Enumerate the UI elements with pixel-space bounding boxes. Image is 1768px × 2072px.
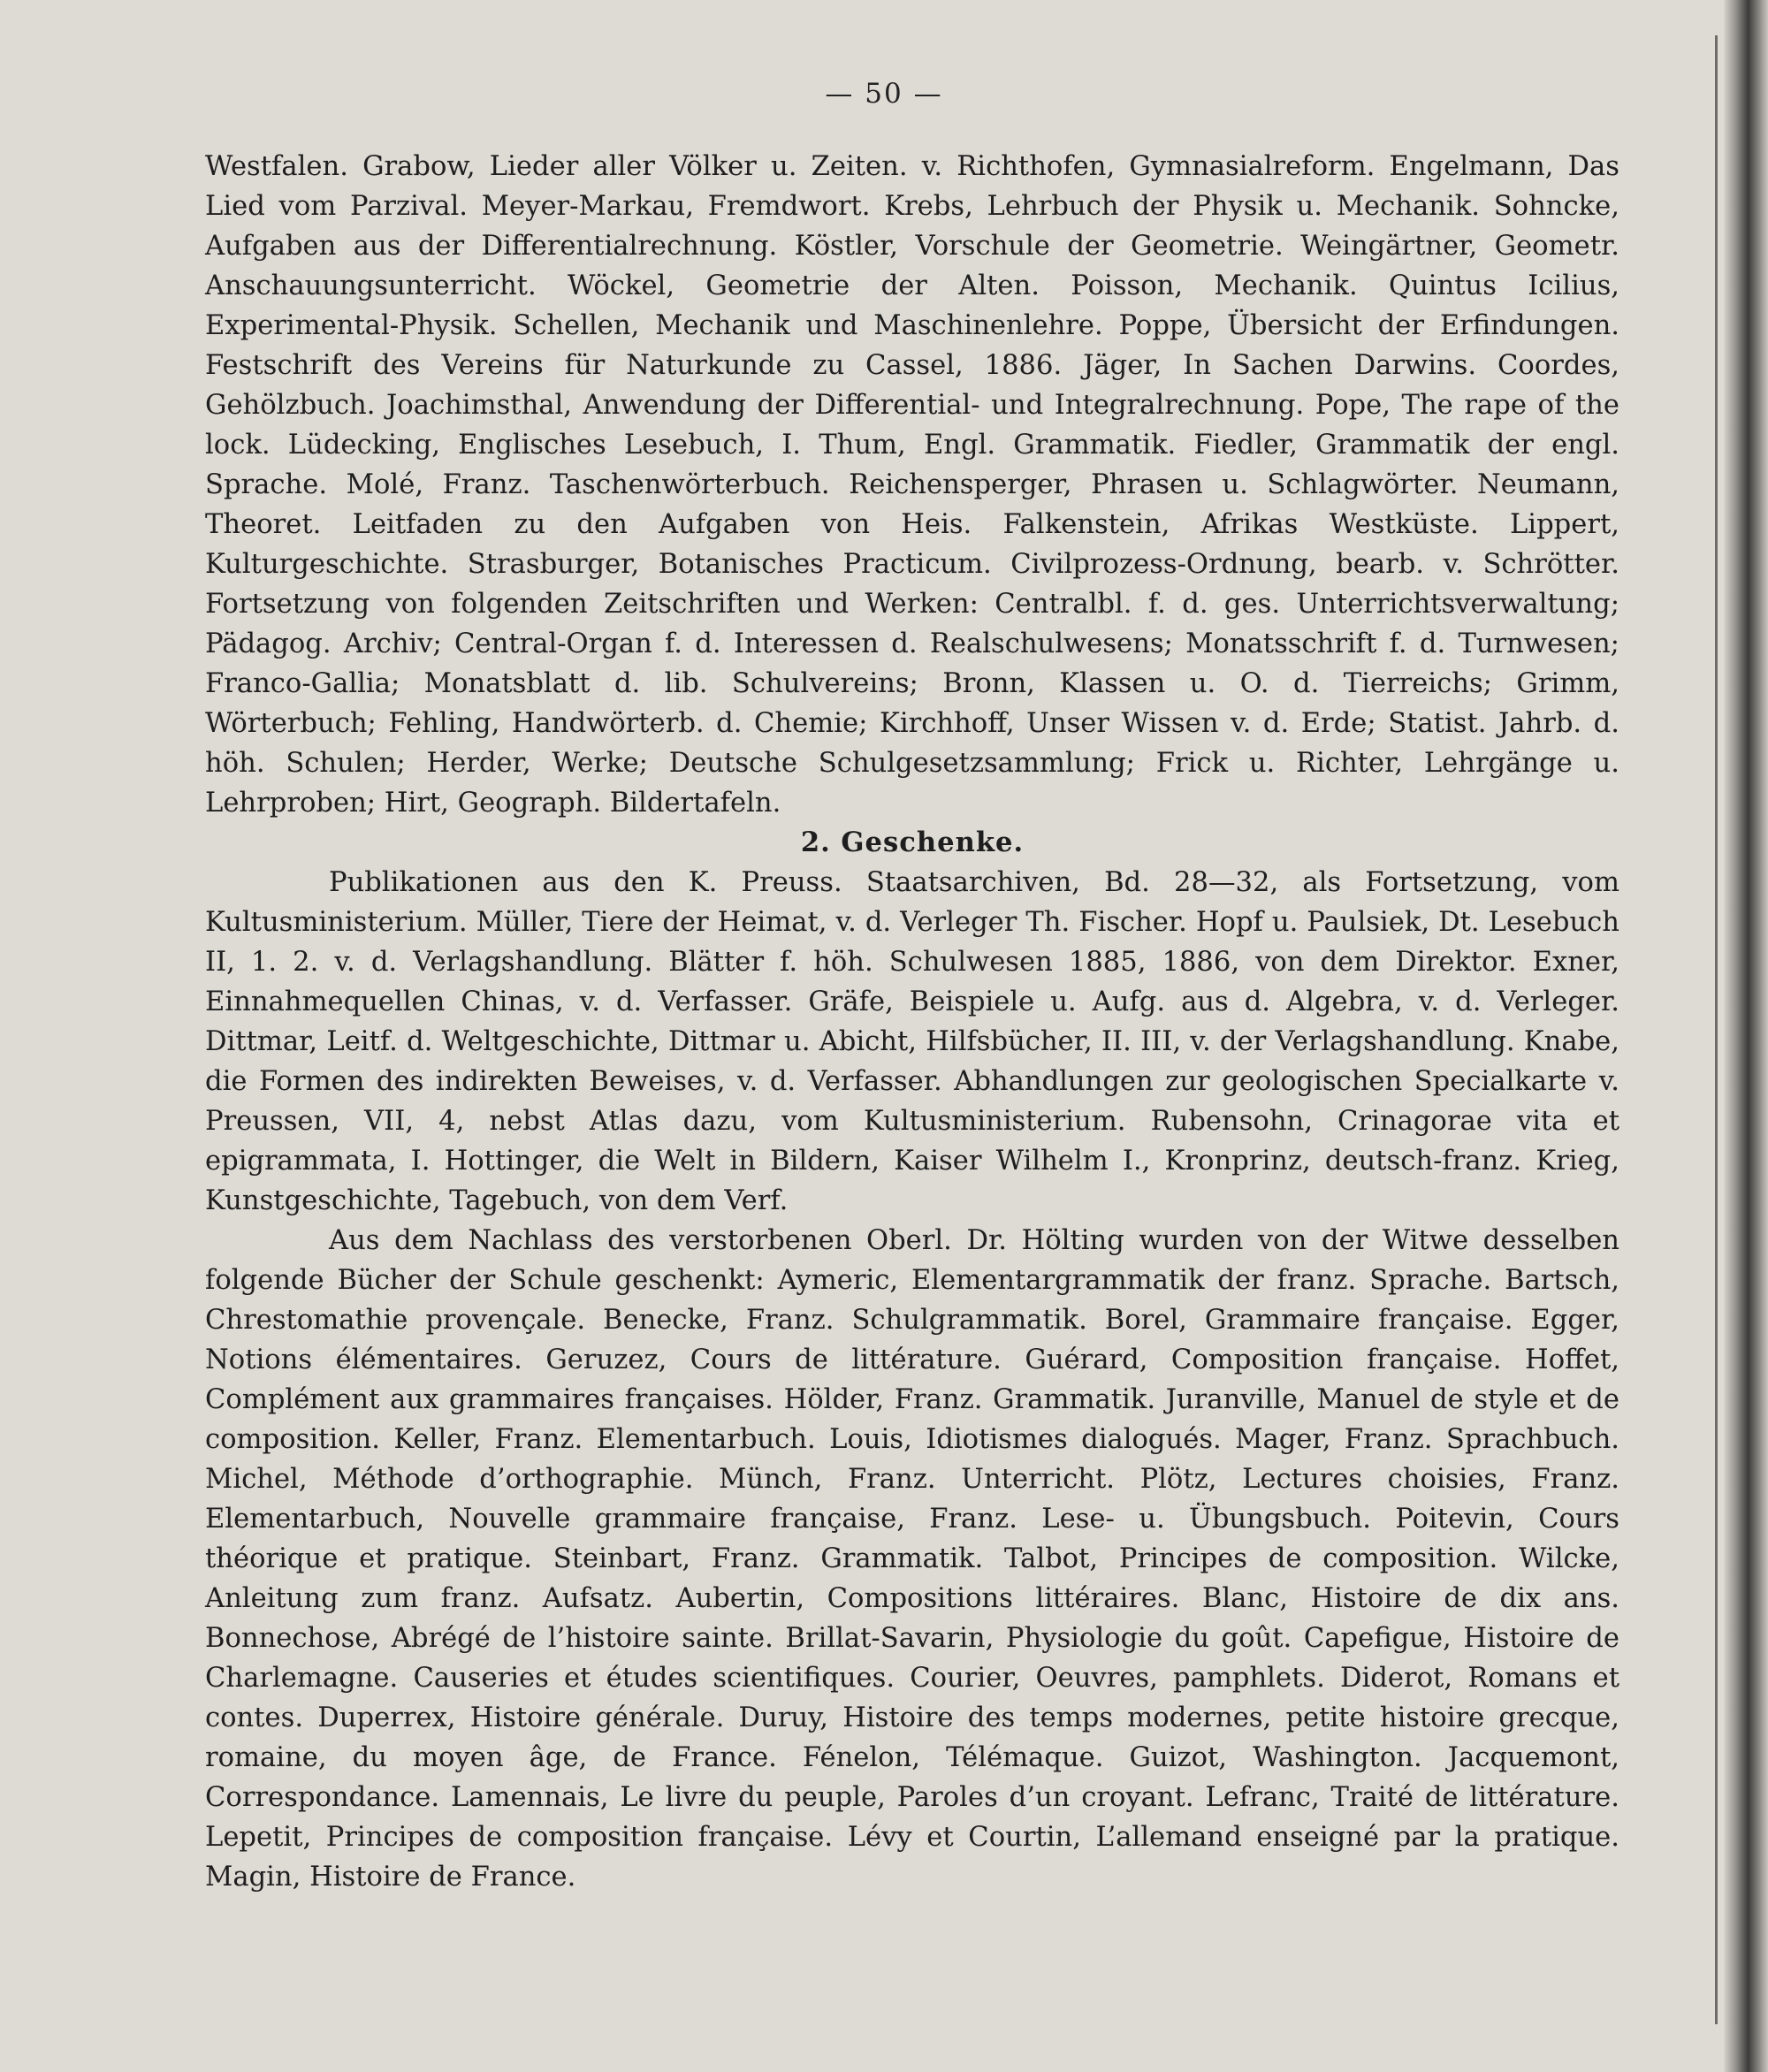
paragraph-acquisitions: Westfalen. Grabow, Lieder aller Völker u. Zeiten. v. Richthofen, Gymnasialreform. Engelmann, Das Lied vom Parzival. Meyer-Markau, Fremdwort. Krebs, Lehrbuch der Physik u. Mechanik. Sohncke, Aufgaben aus der Differentialrechnung. Köstler, Vorschule der Geometrie. Weingärtner, Geometr. Anschauungsunterricht. Wöckel, Geometrie der Alten. Poisson, Mechanik. Quintus Icilius, Experimental-Physik. Schellen, Mechanik und Maschinenlehre. Poppe, Übersicht der Erfindungen. Festschrift des Vereins für Naturkunde zu Cassel, 1886. Jäger, In Sachen Darwins. Coordes, Gehölzbuch. Joachimsthal, Anwendung der Differential- und Integralrechnung. Pope, The rape of the lock. Lüdecking, Englisches Lesebuch, I. Thum, Engl. Grammatik. Fiedler, Grammatik der engl. Sprache. Molé, Franz. Taschenwörterbuch. Reichensperger, Phrasen u. Schlagwörter. Neumann, Theoret. Leitfaden zu den Aufgaben von Heis. Falkenstein, Afrikas Westküste. Lippert, Kulturgeschichte. Strasburger, Botanisches Practicum. Civilprozess-Ordnung, bearb. v. Schrötter. Fortsetzung von folgenden Zeitschriften und Werken: Centralbl. f. d. ges. Unterrichtsverwaltung; Pädagog. Archiv; Central-Organ f. d. Interessen d. Realschulwesens; Monatsschrift f. d. Turnwesen; Franco-Gallia; Monatsblatt d. lib. Schulvereins; Bronn, Klassen u. O. d. Tierreichs; Grimm, Wörterbuch; Fehling, Handwörterb. d. Chemie; Kirchhoff, Unser Wissen v. d. Erde; Statist. Jahrb. d. höh. Schulen; Herder, Werke; Deutsche Schulgesetzsammlung; Frick u. Richter, Lehrgänge u. Lehrproben; Hirt, Geograph. Bildertafeln. [205,151,1619,819]
book-page-edge [1724,0,1768,2072]
page-edge-line [1715,35,1718,2024]
paragraph-bequest: Aus dem Nachlass des verstorbenen Oberl. Dr. Hölting wurden von der Witwe desselben folgende Bücher der Schule geschenkt: Aymeric, Elementargrammatik der franz. Sprache. Bartsch, Chrestomathie provençale. Benecke, Franz. Schulgrammatik. Borel, Grammaire française. Egger, Notions élémentaires. Geruzez, Cours de littérature. Guérard, Composition française. Hoffet, Complément aux grammaires françaises. Hölder, Franz. Grammatik. Juranville, Manuel de style et de composition. Keller, Franz. Elementarbuch. Louis, Idiotismes dialogués. Mager, Franz. Sprachbuch. Michel, Méthode d’orthographie. Münch, Franz. Unterricht. Plötz, Lectures choisies, Franz. Elementarbuch, Nouvelle grammaire française, Franz. Lese- u. Übungsbuch. Poitevin, Cours théorique et pratique. Steinbart, Franz. Grammatik. Talbot, Principes de composition. Wilcke, Anleitung zum franz. Aufsatz. Aubertin, Compositions littéraires. Blanc, Histoire de dix ans. Bonnechose, Abrégé de l’histoire sainte. Brillat-Savarin, Physiologie du goût. Capefigue, Histoire de Charlemagne. Causeries et études scientifiques. Courier, Oeuvres, pamphlets. Diderot, Romans et contes. Duperrex, Histoire générale. Duruy, Histoire des temps modernes, petite histoire grecque, romaine, du moyen âge, de France. Fénelon, Télémaque. Guizot, Washington. Jacquemont, Correspondance. Lamennais, Le livre du peuple, Paroles d’un croyant. Lefranc, Traité de littérature. Lepetit, Principes de composition française. Lévy et Courtin, L’allemand enseigné par la pratique. Magin, Histoire de France. [205,1225,1619,1893]
page-body [205,147,1619,1897]
page-number: — 50 — [825,78,943,110]
paragraph-gifts: Publikationen aus den K. Preuss. Staatsarchiven, Bd. 28—32, als Fortsetzung, vom Kultusministerium. Müller, Tiere der Heimat, v. d. Verleger Th. Fischer. Hopf u. Paulsiek, Dt. Lesebuch II, 1. 2. v. d. Verlagshandlung. Blätter f. höh. Schulwesen 1885, 1886, von dem Direktor. Exner, Einnahmequellen Chinas, v. d. Verfasser. Gräfe, Beispiele u. Aufg. aus d. Algebra, v. d. Verleger. Dittmar, Leitf. d. Weltgeschichte, Dittmar u. Abicht, Hilfsbücher, II. III, v. der Verlagshandlung. Knabe, die Formen des indirekten Beweises, v. d. Verfasser. Abhandlungen zur geologischen Specialkarte v. Preussen, VII, 4, nebst Atlas dazu, vom Kultusministerium. Rubensohn, Crinagorae vita et epigrammata, I. Hottinger, die Welt in Bildern, Kaiser Wilhelm I., Kronprinz, deutsch-franz. Krieg, Kunstgeschichte, Tagebuch, von dem Verf. [205,867,1619,1216]
section-heading-geschenke: 2. Geschenke. [800,827,1025,858]
